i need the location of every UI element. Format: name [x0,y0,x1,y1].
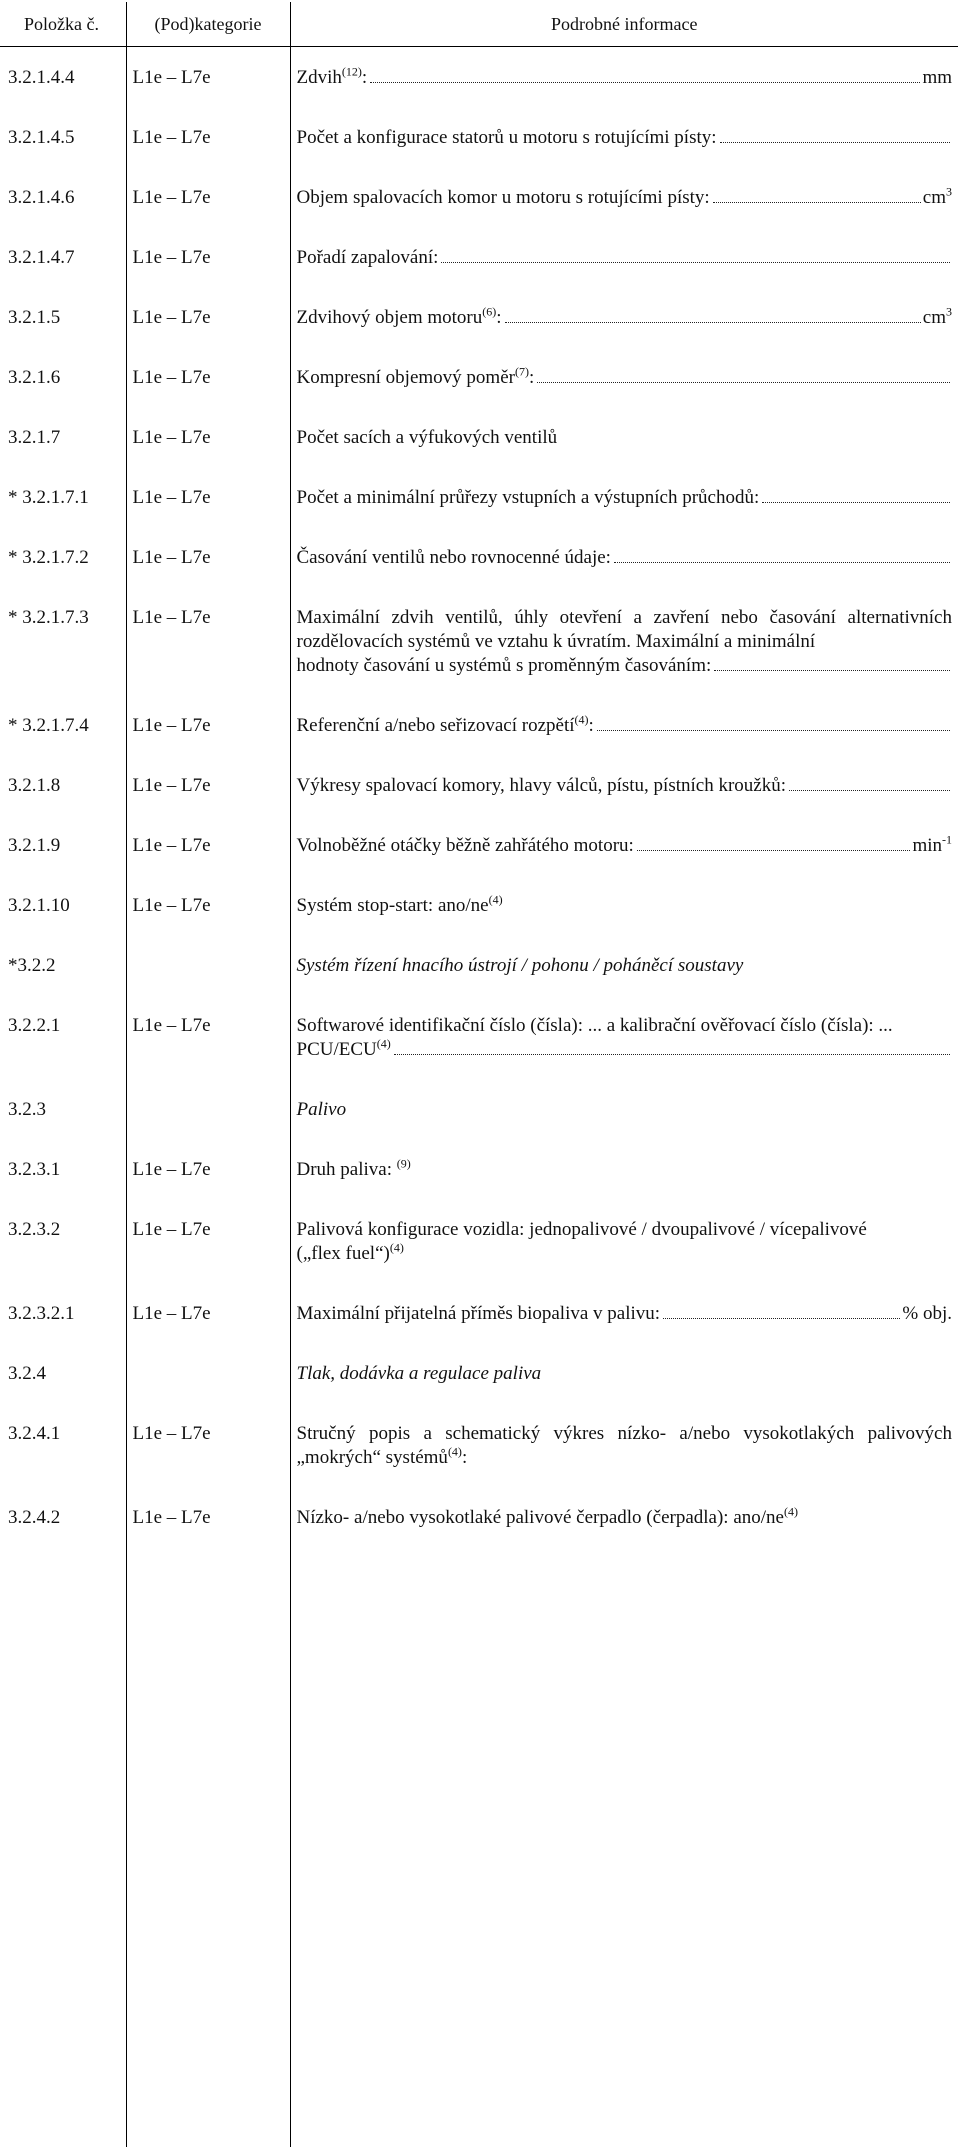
table-row [0,935,958,995]
item-details: Zdvih$^{(12)}$: mm [290,47,958,108]
item-category: L1e – L7e [126,527,290,587]
table-row [0,227,958,287]
item-category: L1e – L7e [126,347,290,407]
table-row [0,995,958,1079]
item-number: 3.2.1.8 [8,775,61,796]
item-category: L1e – L7e [126,227,290,287]
item-details: Časování ventilů nebo rovnocenné údaje: [290,527,958,587]
table-row [0,107,958,167]
item-category: L1e – L7e [126,407,290,467]
section-heading: Palivo [290,1079,958,1139]
table-row [0,695,958,755]
item-details: Objem spalovacích komor u motoru s rotujícími písty: $cm^3$ [290,167,958,227]
item-category: L1e – L7e [126,47,290,108]
item-number: 3.2.1.6 [8,367,61,388]
item-category: L1e – L7e [126,107,290,167]
item-category: L1e – L7e [126,815,290,875]
item-number: 3.2.1.4.4 [8,67,75,88]
item-category: L1e – L7e [126,1139,290,1199]
item-category: L1e – L7e [126,467,290,527]
table-row [0,467,958,527]
item-details: Volnoběžné otáčky běžně zahřátého motoru: $\min^{-1}$ [290,815,958,875]
item-number: 3.2.1.4.5 [8,127,75,148]
item-category: L1e – L7e [126,695,290,755]
table-row [0,287,958,347]
item-category: L1e – L7e [126,1283,290,1343]
item-number: * 3.2.1.7.3 [8,607,89,628]
item-details: Počet sacích a výfukových ventilů [290,407,958,467]
item-number: 3.2.4.1 [8,1423,61,1444]
item-number: 3.2.3.2.1 [8,1303,75,1324]
table-row [0,1487,958,1547]
item-category: L1e – L7e [126,1487,290,1547]
table-row [0,1343,958,1403]
item-category: L1e – L7e [126,1199,290,1283]
table-row [0,47,958,108]
specification-table [0,2,958,2147]
item-details: Pořadí zapalování: [290,227,958,287]
item-category [126,1343,290,1403]
item-number: 3.2.1.10 [8,895,70,916]
item-category: L1e – L7e [126,995,290,1079]
item-category: L1e – L7e [126,287,290,347]
item-details: Palivová konfigurace vozidla: jednopalivové / dvoupalivové / vícepalivové („flex fuel“)$^{(4)}$ [290,1199,958,1283]
header-details: Podrobné informace [290,2,958,47]
table-filler-row [0,1547,958,2147]
table-row [0,755,958,815]
table-row [0,1283,958,1343]
table-row [0,587,958,695]
section-heading: Tlak, dodávka a regulace paliva [290,1343,958,1403]
table-row [0,1199,958,1283]
item-category: L1e – L7e [126,167,290,227]
item-number: 3.2.3 [8,1099,46,1120]
item-category [126,1079,290,1139]
item-number: 3.2.1.7 [8,427,61,448]
item-number: 3.2.4 [8,1363,46,1384]
section-heading: Systém řízení hnacího ústrojí / pohonu / poháněcí soustavy [290,935,958,995]
item-category: L1e – L7e [126,755,290,815]
item-details: Výkresy spalovací komory, hlavy válců, pístu, pístních kroužků: [290,755,958,815]
table-row [0,1403,958,1487]
header-subcategory: (Pod)kategorie [126,2,290,47]
item-details: Maximální přijatelná příměs biopaliva v palivu: % obj. [290,1283,958,1343]
item-category: L1e – L7e [126,1403,290,1487]
table-row [0,875,958,935]
item-number: 3.2.1.4.6 [8,187,75,208]
table-row [0,1139,958,1199]
item-details: Nízko- a/nebo vysokotlaké palivové čerpadlo (čerpadla): ano/$ne^{(4)}$ [290,1487,958,1547]
item-number: 3.2.2.1 [8,1015,61,1036]
item-number: 3.2.3.2 [8,1219,61,1240]
table-row [0,527,958,587]
item-number: * 3.2.1.7.2 [8,547,89,568]
item-number: *3.2.2 [8,955,56,976]
item-number: 3.2.4.2 [8,1507,61,1528]
table-row [0,815,958,875]
item-number: 3.2.1.9 [8,835,61,856]
item-details: Druh paliva: $^{(9)}$ [290,1139,958,1199]
item-details: Maximální zdvih ventilů, úhly otevření a zavření nebo časování alternativních rozdělovacích systémů ve vztahu k úvratím. Maximální a minimální hodnoty časování u systémů s proměnným časováním: [290,587,958,695]
table-row [0,1079,958,1139]
table-row [0,347,958,407]
item-number: 3.2.3.1 [8,1159,61,1180]
table-header-row [0,2,958,47]
item-details: Počet a konfigurace statorů u motoru s rotujícími písty: [290,107,958,167]
item-number: 3.2.1.5 [8,307,61,328]
item-details: Referenční a/nebo seřizovací rozpětí$^{(4)}$: [290,695,958,755]
item-number: * 3.2.1.7.4 [8,715,89,736]
item-details: Kompresní objemový poměr$^{(7)}$: [290,347,958,407]
item-details: Systém stop-start: ano/$ne^{(4)}$ [290,875,958,935]
item-details: Stručný popis a schematický výkres nízko- a/nebo vysokotlakých palivových „mokrých“ systémů$^{(4)}$: [290,1403,958,1487]
item-category: L1e – L7e [126,587,290,695]
header-item-number: Položka č. [0,2,126,47]
item-details: Počet a minimální průřezy vstupních a výstupních průchodů: [290,467,958,527]
item-category [126,935,290,995]
table-row [0,167,958,227]
item-details: Zdvihový objem motoru$^{(6)}$: $cm^3$ [290,287,958,347]
item-number: 3.2.1.4.7 [8,247,75,268]
item-details: Softwarové identifikační číslo (čísla): ... a kalibrační ověřovací číslo (čísla): ... PCU/ECU$^{(4)}$ [290,995,958,1079]
table-row [0,407,958,467]
item-category: L1e – L7e [126,875,290,935]
item-number: * 3.2.1.7.1 [8,487,89,508]
